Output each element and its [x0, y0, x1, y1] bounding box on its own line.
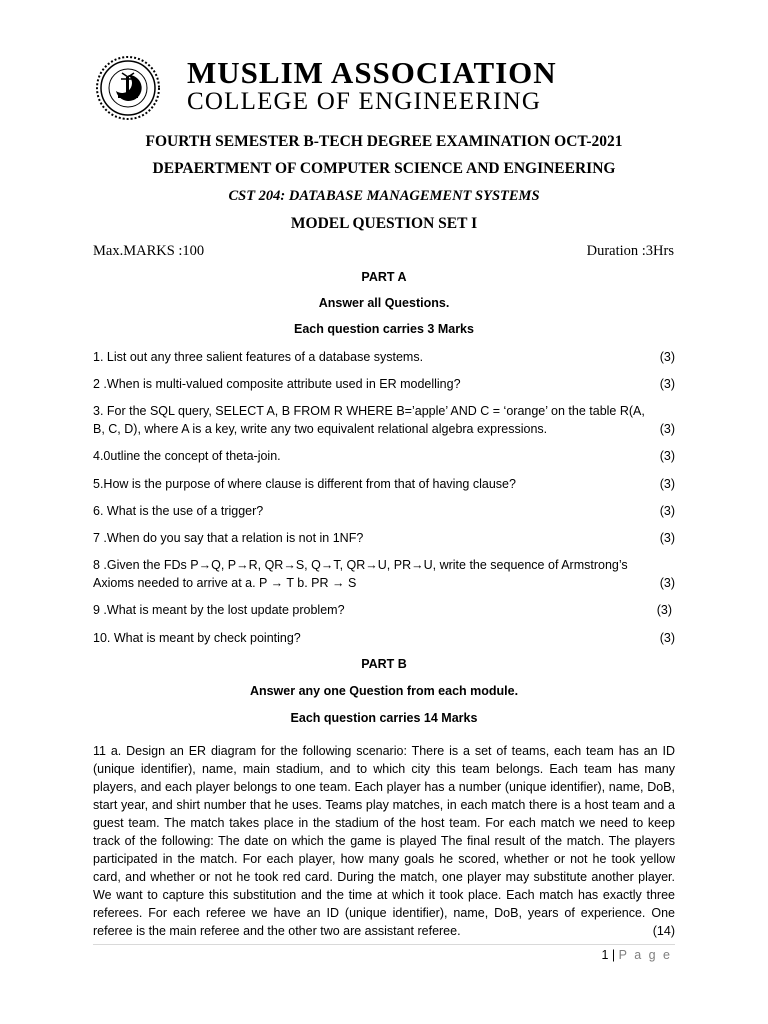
question-marks: (3): [659, 422, 675, 436]
part-b-title: PART B: [361, 657, 407, 671]
duration: Duration :3Hrs: [586, 243, 674, 259]
question-text: 5.How is the purpose of where clause is different from that of having clause?: [93, 477, 516, 491]
question-marks: (3): [659, 377, 675, 391]
footer-divider: [93, 944, 675, 945]
question-marks: (14): [652, 924, 675, 938]
question-2: [93, 375, 675, 393]
exam-title: FOURTH SEMESTER B-TECH DEGREE EXAMINATION OCT-2021: [145, 133, 623, 150]
question-marks: (3): [659, 631, 675, 645]
question-marks: (3): [656, 603, 672, 617]
part-b-marks-note: Each question carries 14 Marks: [290, 711, 478, 725]
question-marks: (3): [659, 449, 675, 463]
college-name-line2: COLLEGE OF ENGINEERING: [187, 88, 542, 115]
college-seal-icon: [95, 55, 161, 121]
question-text: 8 .Given the FDs P→Q, P→R, QR→S, Q→T, QR→U, PR→U, write the sequence of Armstrong’s Axioms needed to arrive at a. P → T b. PR → S: [93, 558, 628, 590]
question-9: [93, 601, 675, 619]
question-8: [93, 556, 675, 592]
page-label: P a g e: [618, 948, 672, 962]
question-marks: (3): [659, 350, 675, 364]
part-a-title: PART A: [361, 270, 407, 284]
question-marks: (3): [659, 531, 675, 545]
question-text: 1. List out any three salient features of a database systems.: [93, 350, 424, 364]
page-footer: [601, 948, 672, 962]
part-b-instruction: Answer any one Question from each module.: [249, 684, 519, 698]
college-name: [187, 57, 607, 115]
question-marks: (3): [659, 576, 675, 590]
question-text: 2 .When is multi-valued composite attribute used in ER modelling?: [93, 377, 461, 391]
max-marks: Max.MARKS :100: [93, 243, 205, 259]
question-text: 11 a. Design an ER diagram for the following scenario: There is a set of teams, each team has an ID (unique identifier), name, main stadium, and to which city this team belongs. Each team has many players, and each player belongs to one team. Each player has a number (unique identifier), name, DoB, start year, and shirt number that he uses. Teams play matches, in each match there is a host team and a guest team. The match takes place in the stadium of the host team. For each match we need to keep track of the following: The date on which the game is played The final result of the match. The players participated in the match. For each player, how many goals he scored, whether or not he took yellow card, and whether or not he took red card. During the match, one player may substitute another player. We want to capture this substitution and the time at which it took place. Each match has exactly three referees. For each referee we have an ID (unique identifier), name, DoB, years of experience. One referee is the main referee and the other two are assistant referee.: [93, 744, 675, 938]
part-a-instruction: Answer all Questions.: [318, 296, 450, 310]
question-4: [93, 447, 675, 465]
question-6: [93, 502, 675, 520]
college-logo: [95, 55, 595, 120]
question-text: 9 .What is meant by the lost update problem?: [93, 603, 345, 617]
question-text: 4.0utline the concept of theta-join.: [93, 449, 281, 463]
college-name-line1: MUSLIM ASSOCIATION: [187, 55, 557, 90]
question-text: 10. What is meant by check pointing?: [93, 631, 301, 645]
question-text: 3. For the SQL query, SELECT A, B FROM R WHERE B=’apple’ AND C = ‘orange’ on the table R(A, B, C, D), where A is a key, write any two equivalent relational algebra expressions.: [93, 404, 645, 436]
question-7: [93, 529, 675, 547]
course-title: CST 204: DATABASE MANAGEMENT SYSTEMS: [228, 188, 540, 204]
page-number: 1: [601, 948, 609, 962]
question-set-title: MODEL QUESTION SET I: [290, 215, 478, 232]
question-3: [93, 402, 675, 438]
page-separator: |: [611, 948, 616, 962]
question-11a: [93, 742, 675, 940]
question-text: 7 .When do you say that a relation is not in 1NF?: [93, 531, 364, 545]
department-title: DEPAERTMENT OF COMPUTER SCIENCE AND ENGINEERING: [152, 160, 616, 177]
question-marks: (3): [659, 504, 675, 518]
question-10: [93, 629, 675, 647]
question-5: [93, 475, 675, 493]
part-a-marks-note: Each question carries 3 Marks: [294, 322, 474, 336]
question-text: 6. What is the use of a trigger?: [93, 504, 264, 518]
question-marks: (3): [659, 477, 675, 491]
question-1: [93, 348, 675, 366]
